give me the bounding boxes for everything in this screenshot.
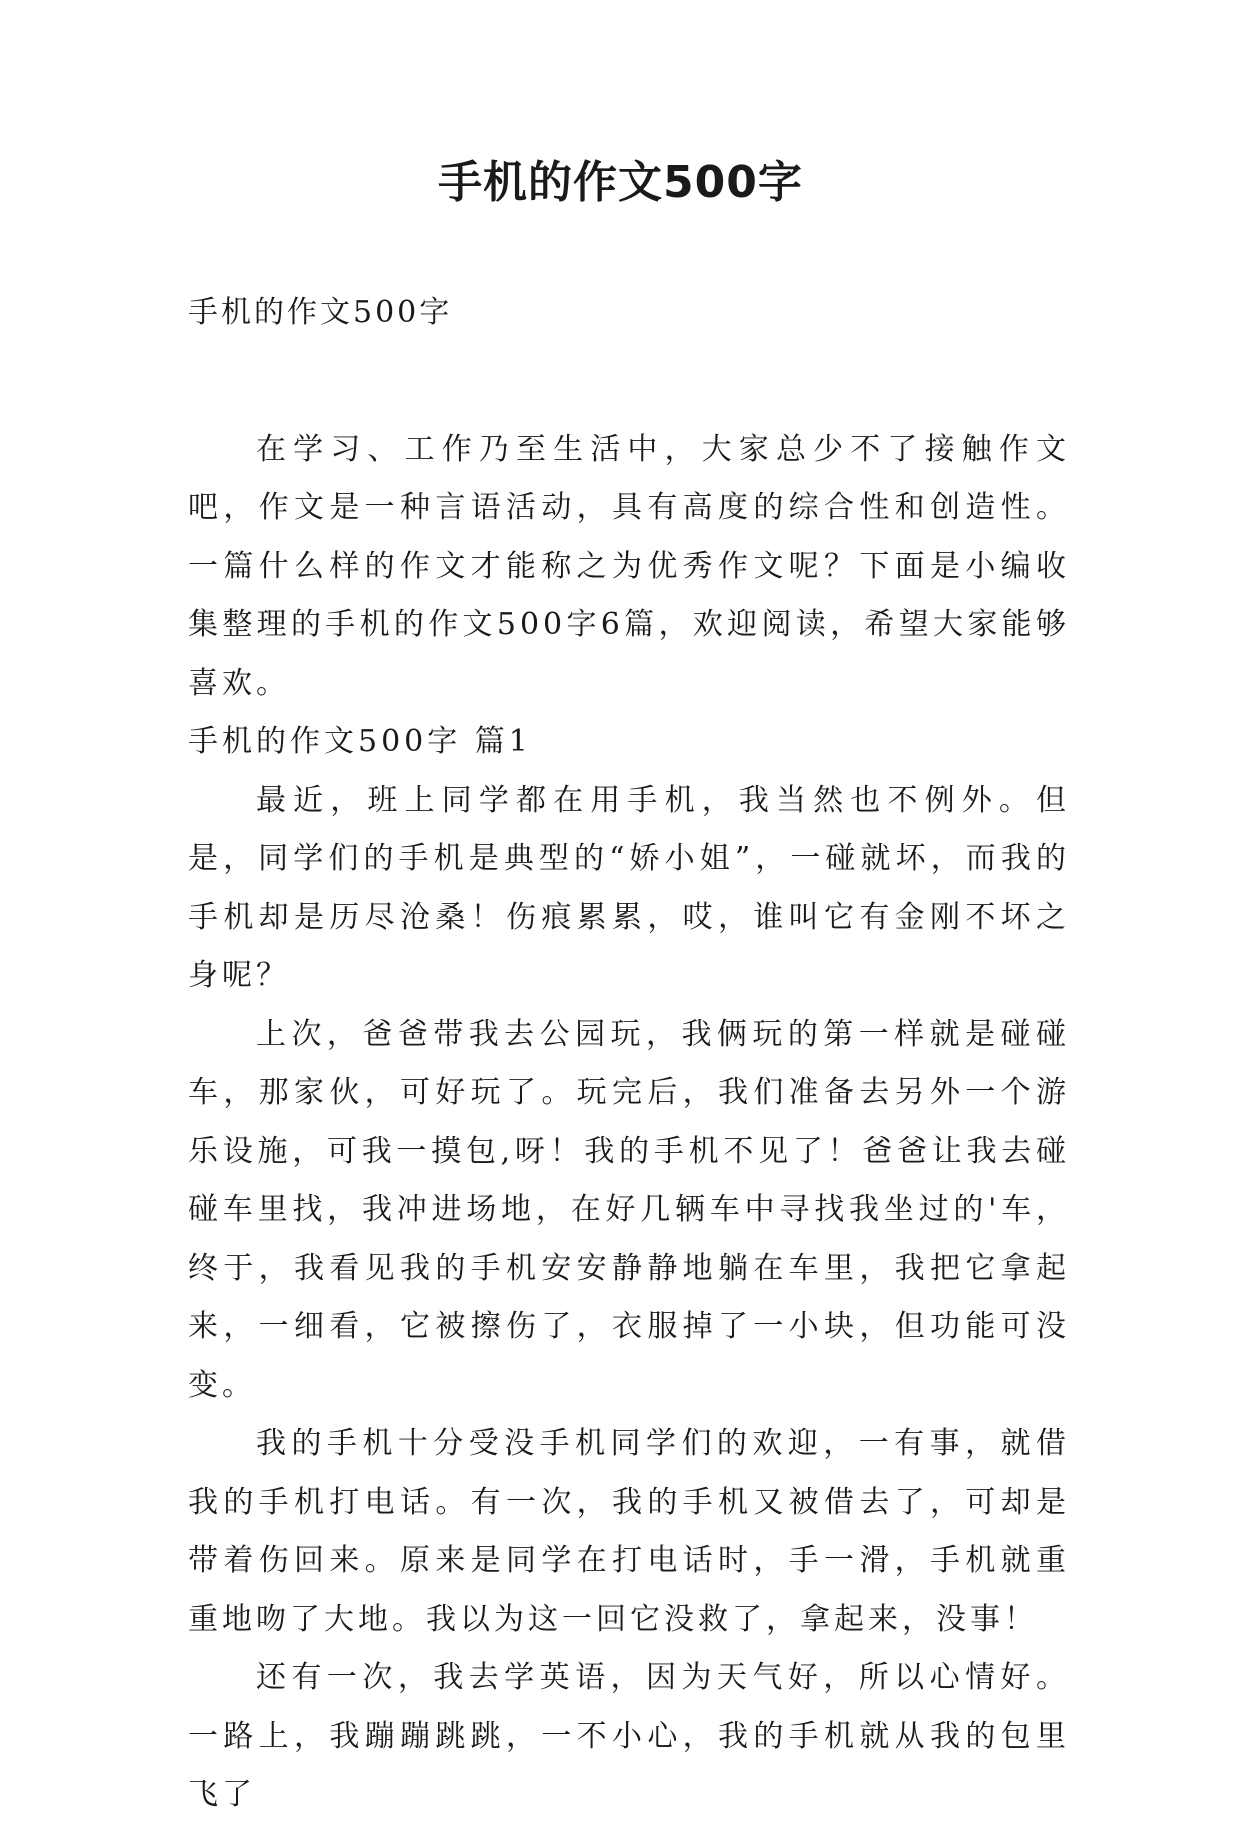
section-heading: 手机的作文500字 篇1: [188, 724, 532, 759]
body-paragraph: 我的手机十分受没手机同学们的欢迎，一有事，就借我的手机打电话。有一次，我的手机又被借去了，可却是带着伤回来。原来是同学在打电话时，手一滑，手机就重重地吻了大地。我以为这一回它没救了，拿起来，没事！: [188, 1426, 1070, 1637]
body-paragraph: 上次，爸爸带我去公园玩，我俩玩的第一样就是碰碰车，那家伙，可好玩了。玩完后，我们准备去另外一个游乐设施，可我一摸包,呀！我的手机不见了！爸爸让我去碰碰车里找，我冲进场地，在好几辆车中寻找我坐过的'车，终于，我看见我的手机安安静静地躺在车里，我把它拿起来，一细看，它被擦伤了，衣服掉了一小块，但功能可没变。: [188, 1016, 1070, 1403]
document-title: 手机的作文500字: [438, 157, 803, 208]
spacer: [188, 343, 1070, 421]
body-paragraph: 还有一次，我去学英语，因为天气好，所以心情好。一路上，我蹦蹦跳跳，一不小心，我的手机就从我的包里飞了: [188, 1660, 1070, 1812]
document-subtitle: 手机的作文500字: [188, 295, 453, 330]
intro-paragraph: 在学习、工作乃至生活中，大家总少不了接触作文吧，作文是一种言语活动，具有高度的综合性和创造性。一篇什么样的作文才能称之为优秀作文呢？下面是小编收集整理的手机的作文500字6篇，欢迎阅读，希望大家能够喜欢。: [188, 431, 1070, 701]
body-paragraph: 最近，班上同学都在用手机，我当然也不例外。但是，同学们的手机是典型的“娇小姐”，一碰就坏，而我的手机却是历尽沧桑！伤痕累累，哎，谁叫它有金刚不坏之身呢？: [188, 782, 1070, 993]
document-body: [188, 284, 1070, 1825]
